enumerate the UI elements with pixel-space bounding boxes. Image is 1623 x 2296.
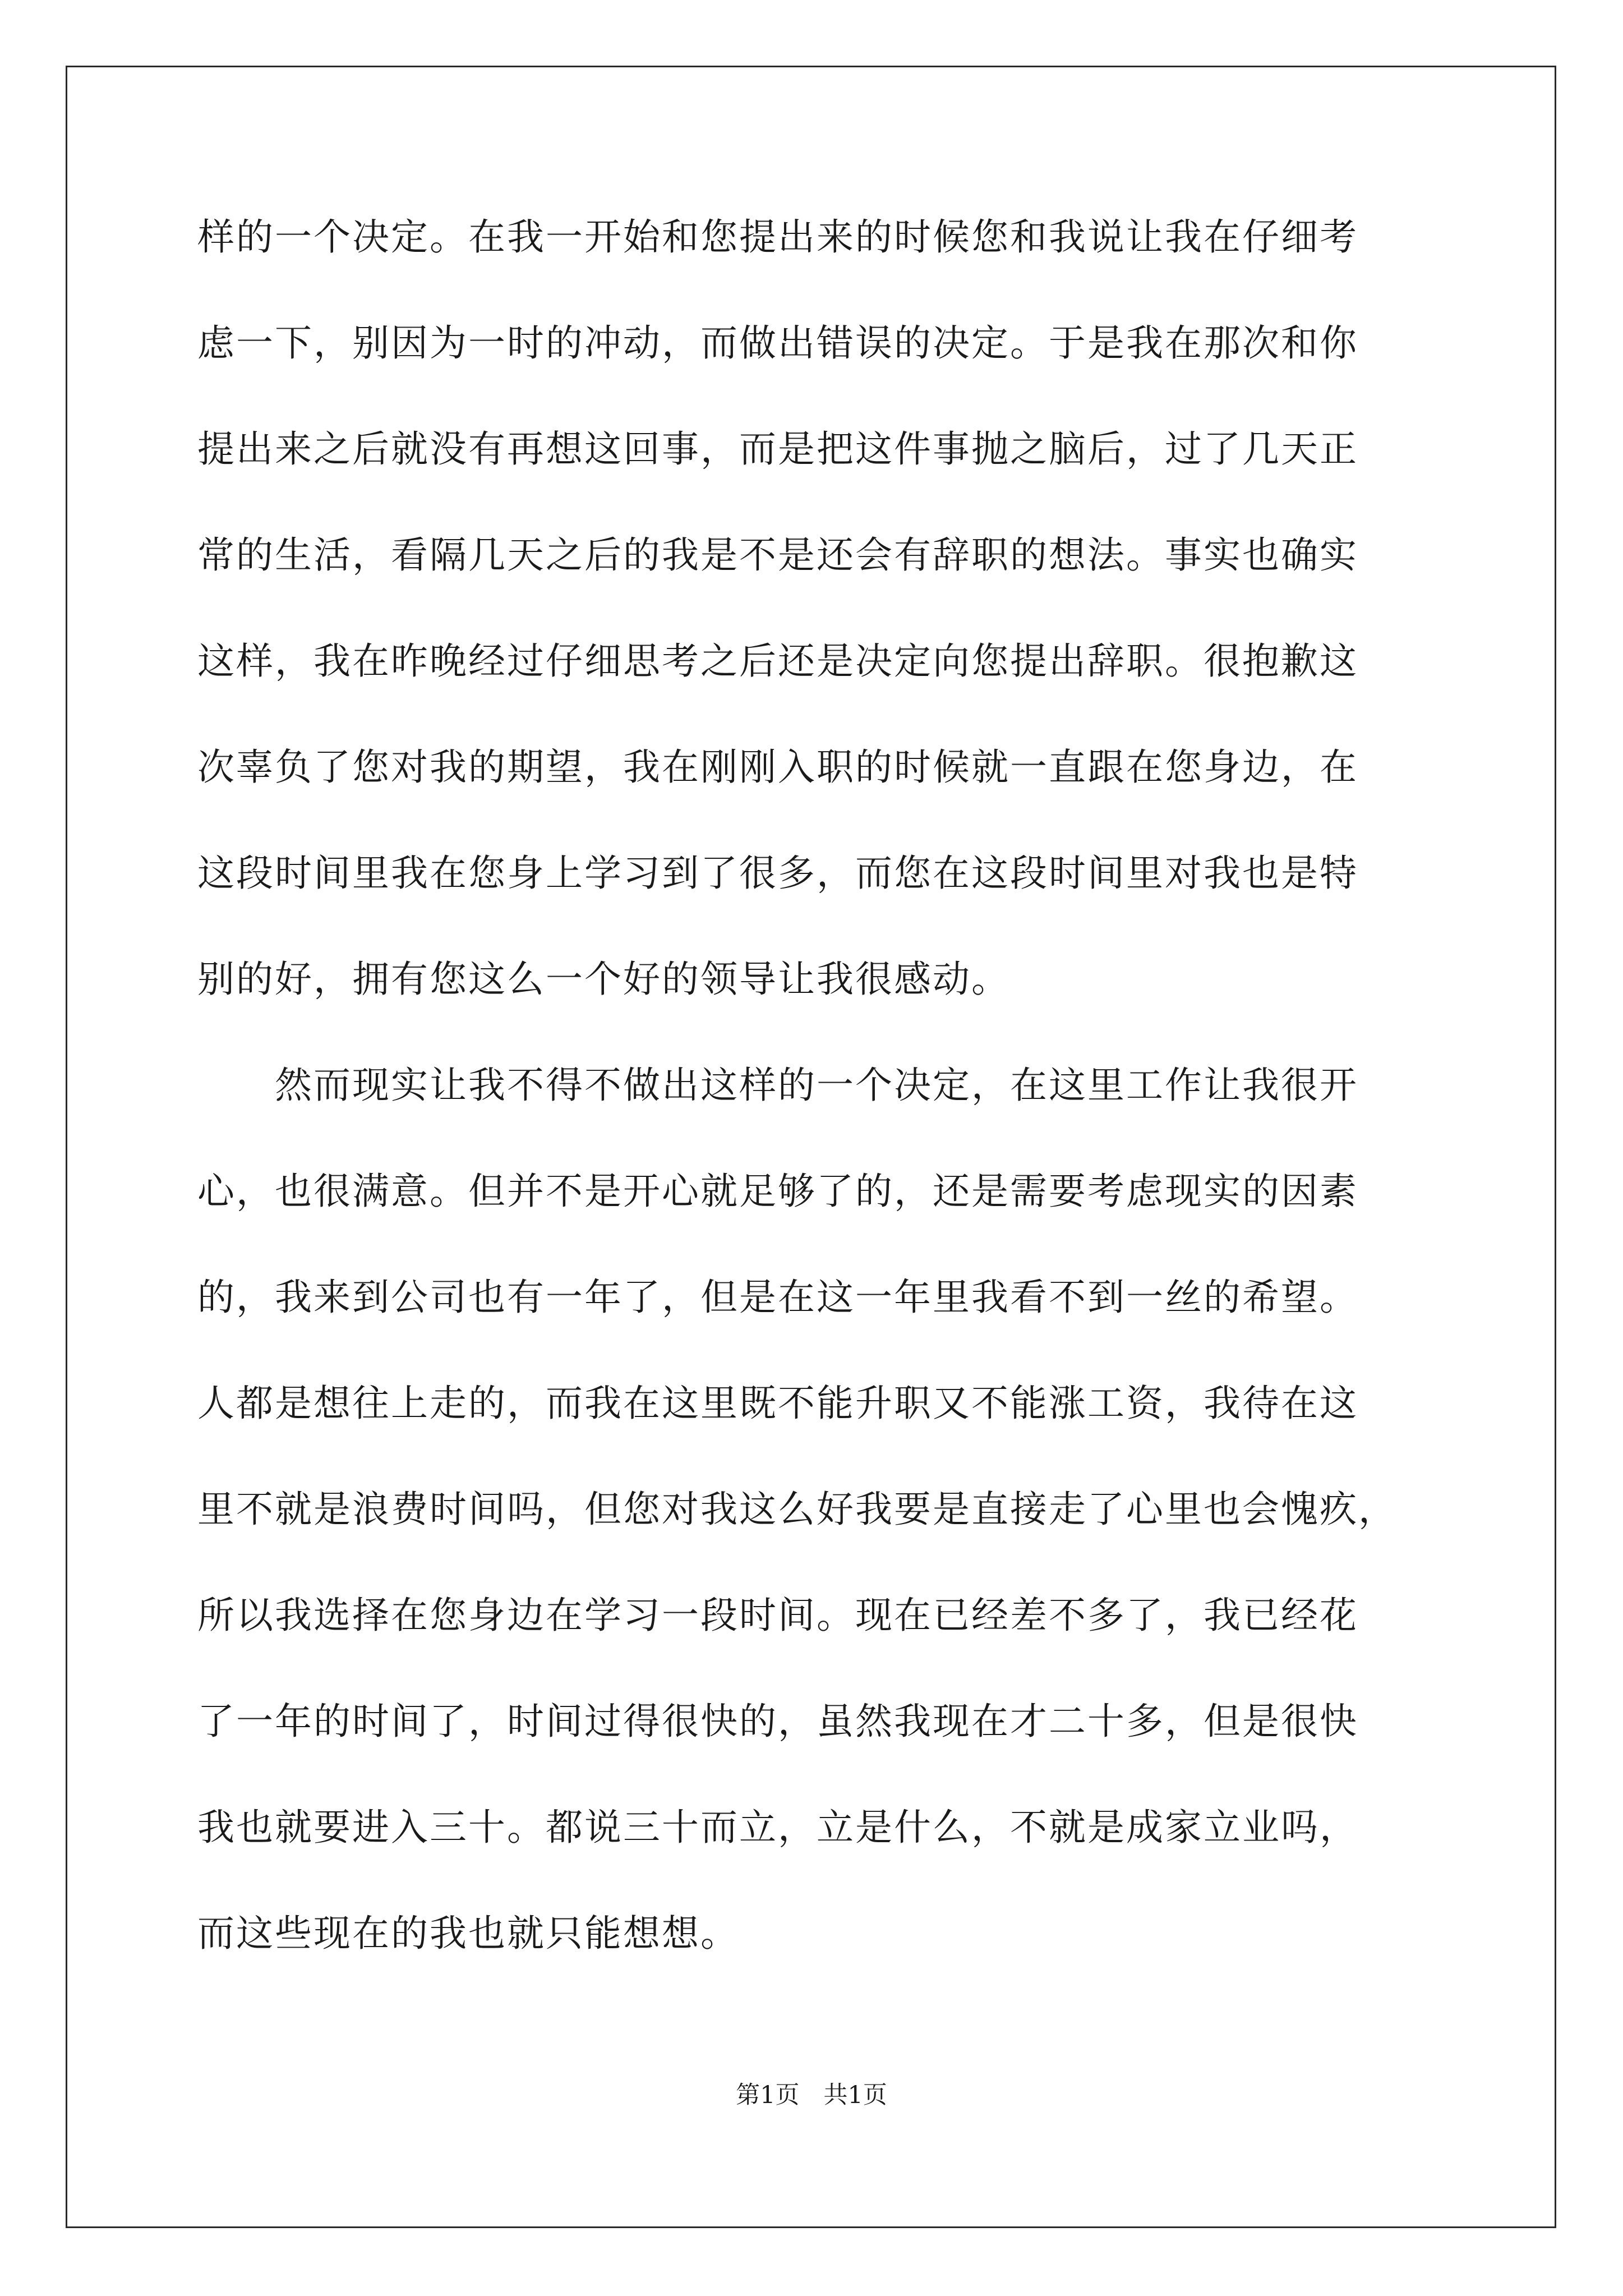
- document-body: [197, 215, 1470, 2021]
- text-line: 了一年的时间了，时间过得很快的，虽然我现在才二十多，但是很快: [197, 1700, 1358, 1743]
- text-line: 这段时间里我在您身上学习到了很多，而您在这段时间里对我也是特: [197, 852, 1358, 895]
- text-line: 次辜负了您对我的期望，我在刚刚入职的时候就一直跟在您身边，在: [197, 746, 1358, 789]
- text-line: 这样，我在昨晚经过仔细思考之后还是决定向您提出辞职。很抱歉这: [197, 639, 1358, 683]
- text-line: 提出来之后就没有再想这回事，而是把这件事抛之脑后，过了几天正: [197, 427, 1358, 471]
- text-line: 而这些现在的我也就只能想想。: [197, 1912, 739, 1955]
- text-line: 里不就是浪费时间吗，但您对我这么好我要是直接走了心里也会愧疚，: [197, 1488, 1397, 1531]
- text-line: 样的一个决定。在我一开始和您提出来的时候您和我说让我在仔细考: [197, 215, 1358, 259]
- text-line: 人都是想往上走的，而我在这里既不能升职又不能涨工资，我待在这: [197, 1382, 1358, 1425]
- text-line: 别的好，拥有您这么一个好的领导让我很感动。: [197, 958, 1010, 1001]
- text-line: 我也就要进入三十。都说三十而立，立是什么，不就是成家立业吗，: [197, 1806, 1358, 1849]
- text-line: 所以我选择在您身边在学习一段时间。现在已经差不多了，我已经花: [197, 1594, 1358, 1637]
- text-line: 常的生活，看隔几天之后的我是不是还会有辞职的想法。事实也确实: [197, 533, 1358, 577]
- text-line: 然而现实让我不得不做出这样的一个决定，在这里工作让我很开: [197, 1064, 1358, 1107]
- text-line: 的，我来到公司也有一年了，但是在这一年里我看不到一丝的希望。: [197, 1276, 1358, 1319]
- text-line: 心，也很满意。但并不是开心就足够了的，还是需要考虑现实的因素: [197, 1170, 1358, 1213]
- page-footer: 第1页 共1页: [736, 2081, 887, 2109]
- text-line: 虑一下，别因为一时的冲动，而做出错误的决定。于是我在那次和你: [197, 321, 1358, 365]
